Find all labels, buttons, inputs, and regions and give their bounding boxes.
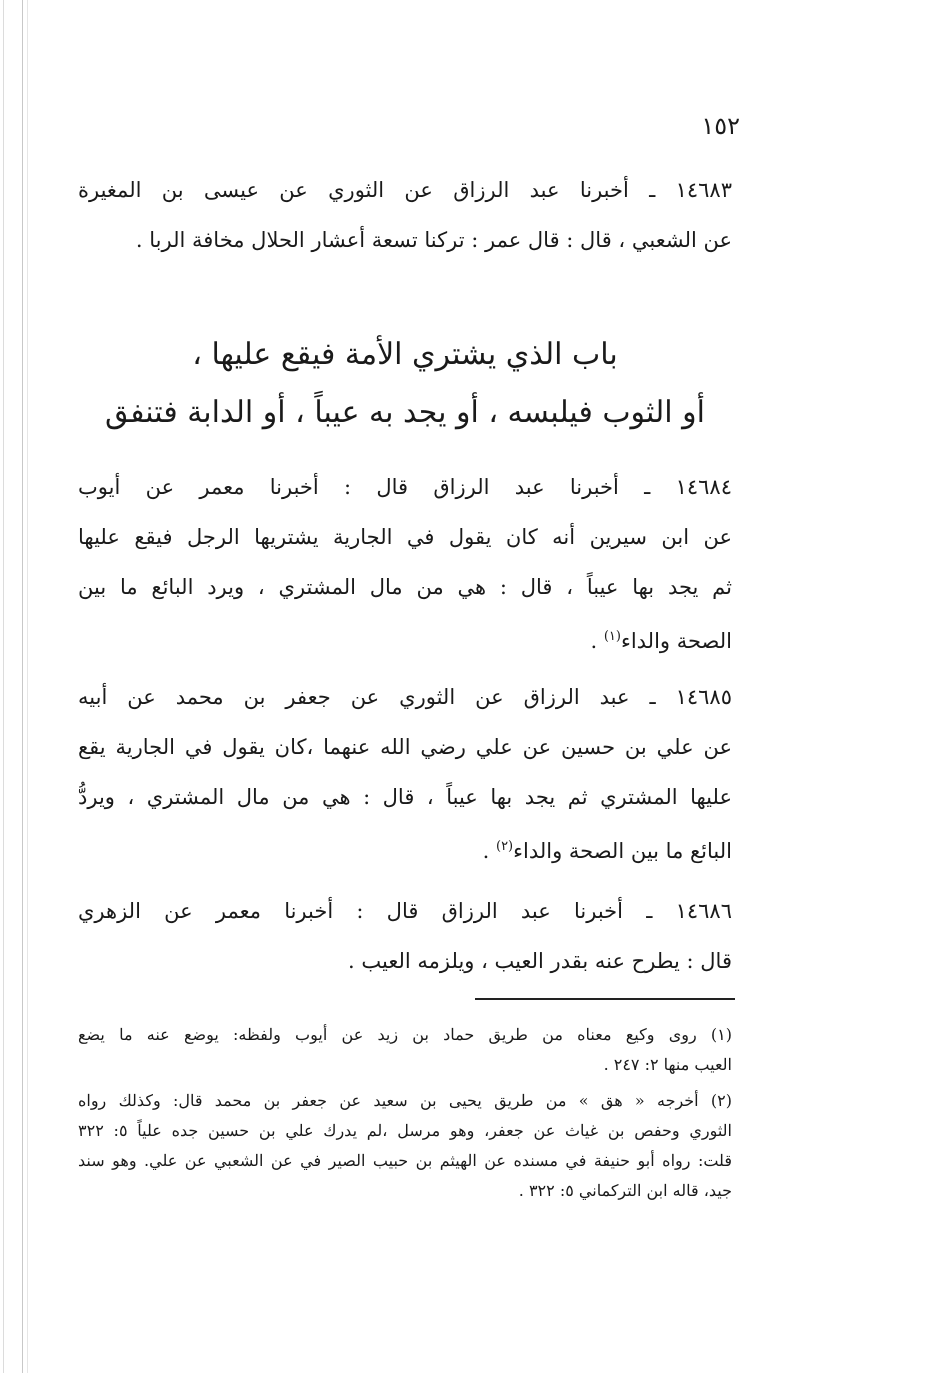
text-line: ١٤٦٨٤ ـ أخبرنا عبد الرزاق قال : أخبرنا معمر عن أيوب	[78, 475, 732, 499]
text-line: عن الشعبي ، قال : قال عمر : تركنا تسعة أعشار الحلال مخافة الربا .	[135, 228, 732, 252]
footnote-1	[78, 1020, 732, 1080]
text-line: عن ابن سيرين أنه كان يقول في الجارية يشتريها الرجل فيقع عليها	[78, 525, 732, 549]
page-number: ١٥٢	[701, 112, 740, 140]
text-line: ١٤٦٨٦ ـ أخبرنا عبد الرزاق قال : أخبرنا معمر عن الزهري	[78, 899, 732, 923]
footnote-line: (١) روى وكيع معناه من طريق حماد بن زيد عن أيوب ولفظه: يوضع عنه ما يضع	[78, 1025, 732, 1044]
footnote-marker-2[interactable]: (٢)	[495, 839, 514, 854]
footnotes	[78, 1020, 732, 1212]
hadith-14685	[78, 672, 732, 876]
scan-edge-line	[3, 0, 4, 1373]
text-fragment: الصحة والداء	[620, 629, 732, 653]
footnote-separator	[475, 998, 735, 1000]
footnote-line: قلت: رواه أبو حنيفة في مسنده عن الهيثم بن حبيب الصير في عن الشعبي عن علي. وهو سند	[78, 1151, 732, 1170]
text-line: عن علي بن حسين عن علي رضي الله عنهما ،كان يقول في الجارية يقع	[78, 735, 732, 759]
text-line: ١٤٦٨٣ ـ أخبرنا عبد الرزاق عن الثوري عن عيسى بن المغيرة	[78, 178, 732, 202]
chapter-heading-line-2: أو الثوب فيلبسه ، أو يجد به عيباً ، أو الدابة فتنفق	[105, 395, 705, 430]
text-line: عليها المشتري ثم يجد بها عيباً ، قال : هي من مال المشتري ، ويردُّ	[78, 785, 732, 809]
text-line: ١٤٦٨٥ ـ عبد الرزاق عن الثوري عن جعفر بن محمد عن أبيه	[78, 685, 732, 709]
hadith-14686	[78, 886, 732, 986]
chapter-heading-line-1: باب الذي يشتري الأمة فيقع عليها ،	[192, 337, 618, 372]
text-fragment: .	[482, 839, 496, 863]
footnote-line: العيب منها ٢: ٢٤٧ .	[603, 1055, 732, 1074]
text-line	[78, 612, 732, 666]
hadith-14684	[78, 462, 732, 666]
text-line: ثم يجد بها عيباً ، قال : هي من مال المشتري ، ويرد البائع ما بين	[78, 575, 732, 599]
scan-edge-line	[22, 0, 23, 1373]
footnote-marker-1[interactable]: (١)	[603, 629, 621, 644]
footnote-line: جيد، قاله ابن التركماني ٥: ٣٢٢ .	[518, 1181, 732, 1200]
footnote-line: (٢) أخرجه « هق » من طريق يحيى بن سعيد عن جعفر بن محمد قال: وكذلك رواه	[78, 1091, 732, 1110]
text-fragment: .	[590, 629, 604, 653]
footnote-2	[78, 1086, 732, 1206]
text-line: قال : يطرح عنه بقدر العيب ، ويلزمه العيب .	[348, 949, 732, 973]
text-fragment: البائع ما بين الصحة والداء	[513, 839, 732, 863]
chapter-heading	[100, 326, 710, 442]
scan-edge-line	[27, 0, 28, 1373]
footnote-line: الثوري وحفص بن غياث عن جعفر، وهو مرسل ،لم يدرك علي بن حسين جده علياً ٥: ٣٢٢	[78, 1121, 732, 1140]
text-line	[78, 822, 732, 876]
hadith-14683	[78, 165, 732, 265]
